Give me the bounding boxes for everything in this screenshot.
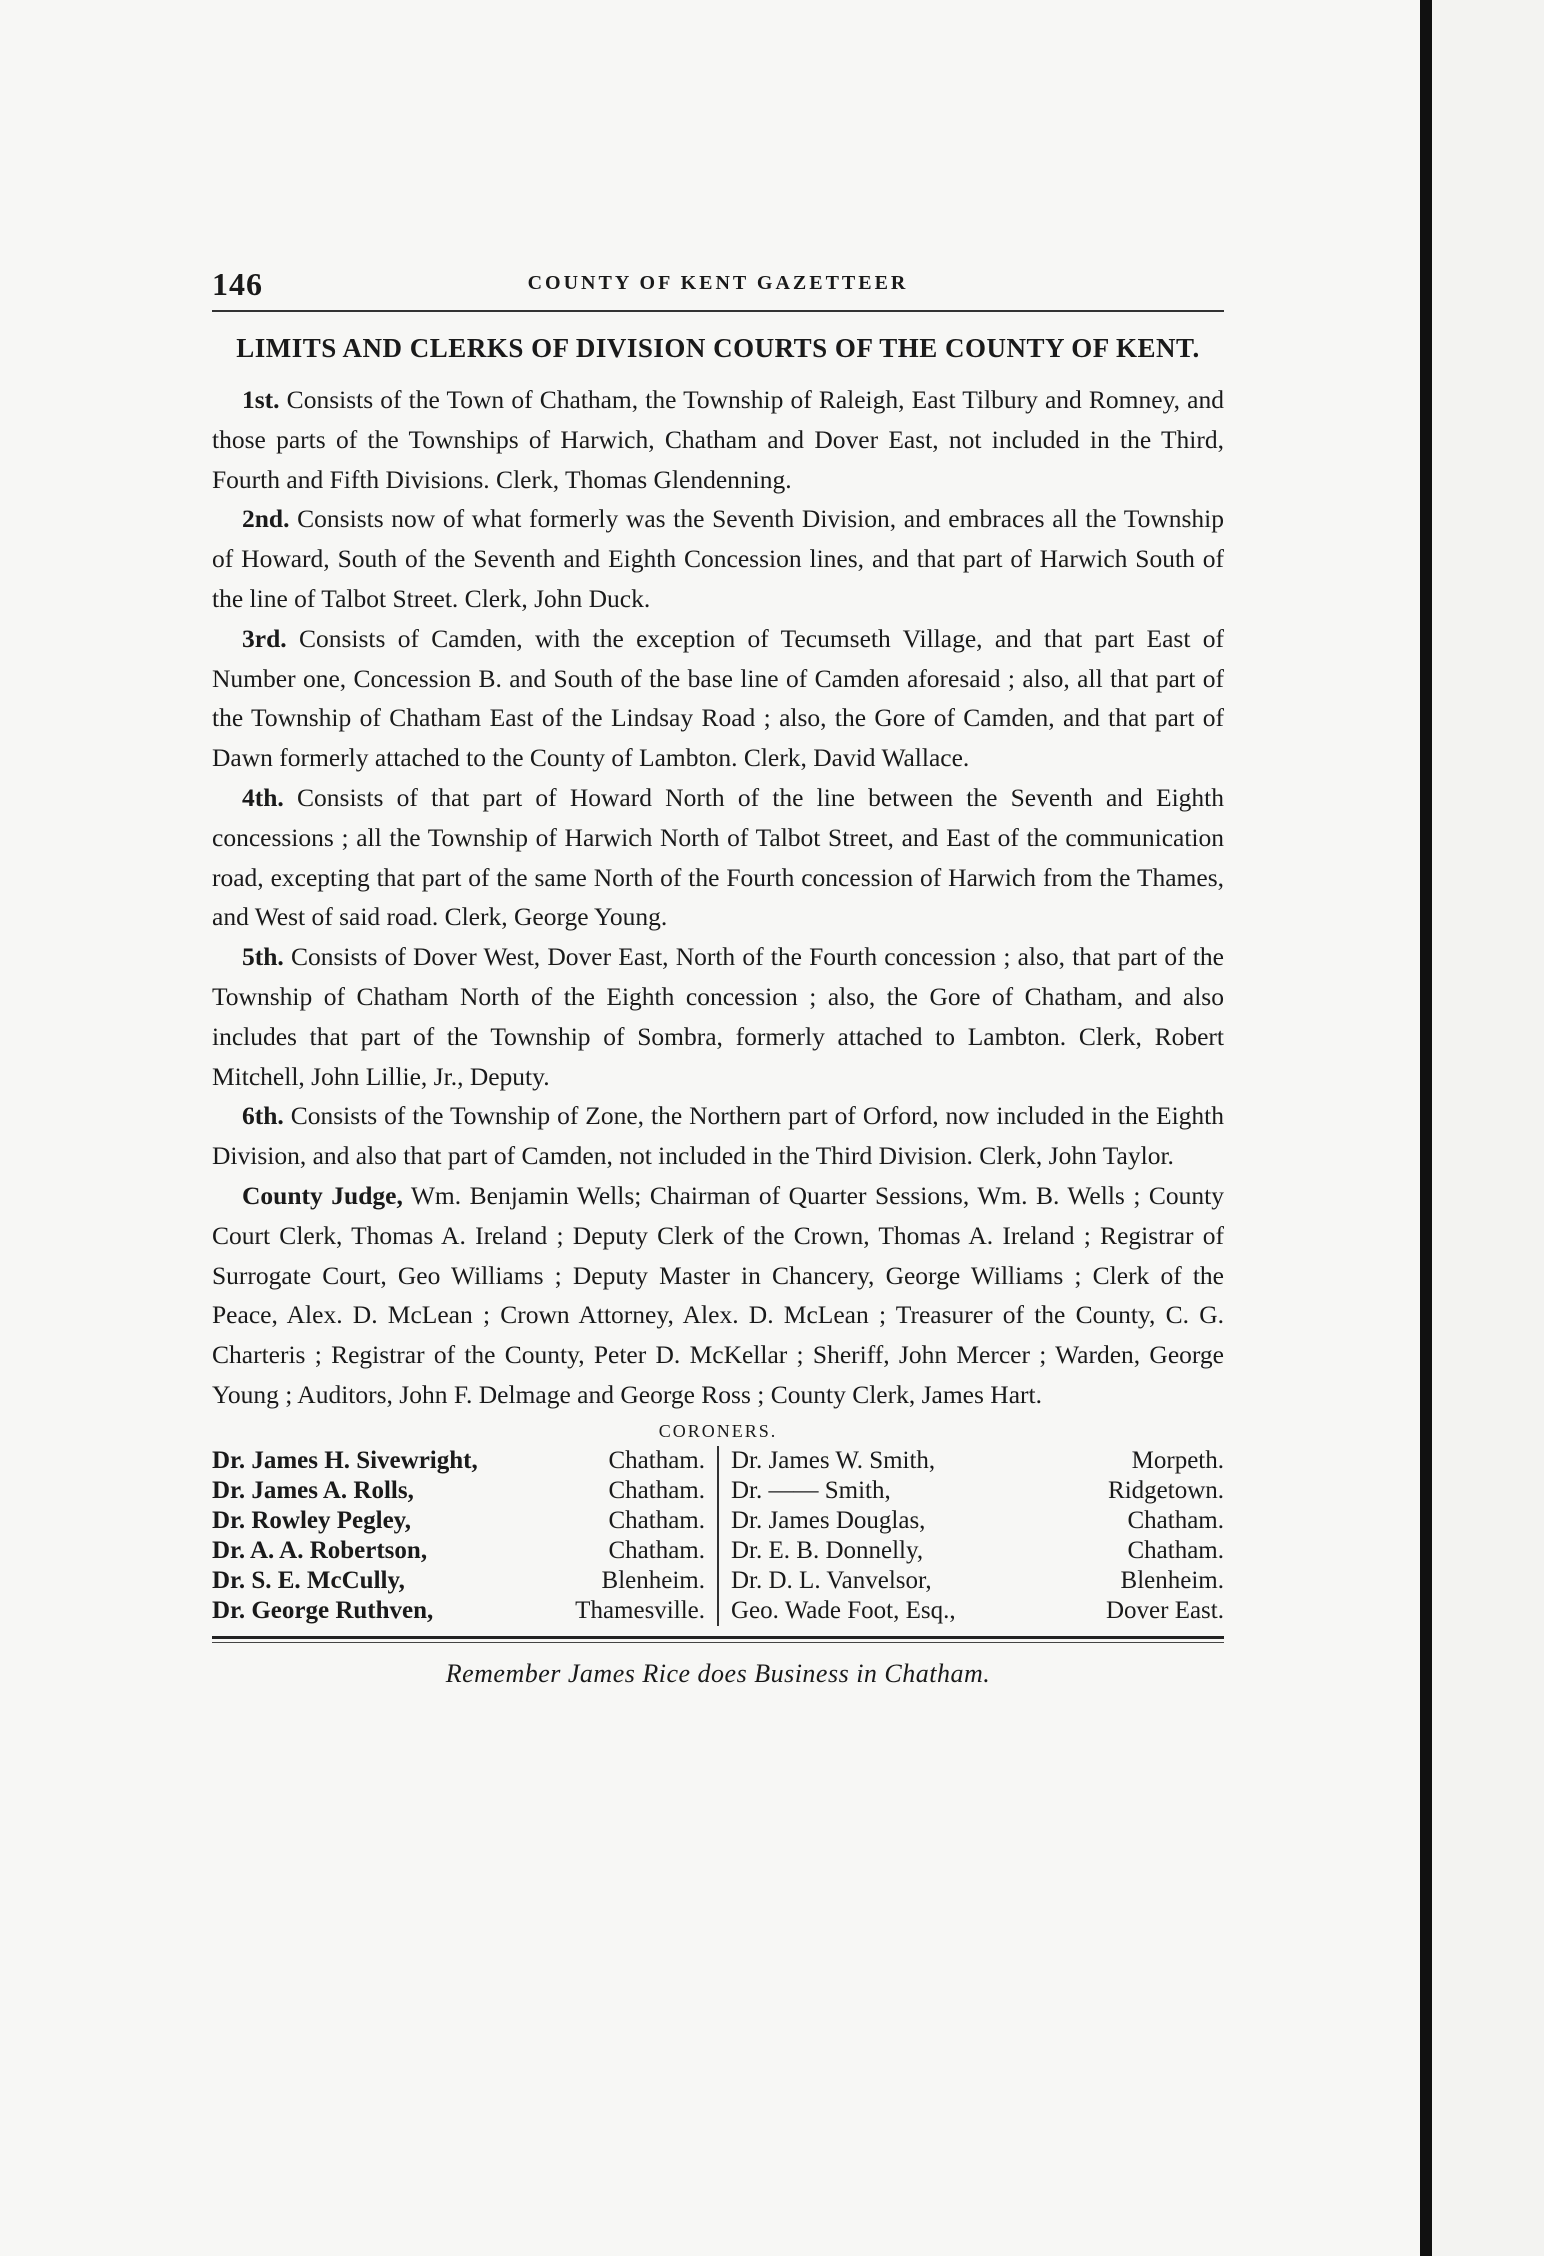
coroner-place: Chatham. (1127, 1506, 1224, 1534)
coroner-name: Dr. S. E. McCully, (212, 1566, 405, 1594)
running-head: COUNTY OF KENT GAZETTEER (527, 272, 909, 294)
coroner-name: Dr. D. L. Vanvelsor, (731, 1566, 932, 1594)
coroner-row (212, 1506, 705, 1536)
coroner-place: Ridgetown. (1108, 1476, 1224, 1504)
coroner-row (731, 1536, 1224, 1566)
coroner-name: Dr. A. A. Robertson, (212, 1536, 428, 1564)
paragraph-lead: 5th. (242, 942, 284, 972)
coroner-row (212, 1566, 705, 1596)
coroner-name: Dr. James W. Smith, (731, 1446, 936, 1474)
coroner-place: Chatham. (608, 1506, 705, 1534)
footer-rule (212, 1636, 1224, 1643)
paragraph-text: Consists of Camden, with the exception of Tecumseth Village, and that part East of Number one, Concession B. and South of the base line of Camden aforesaid ; also, all that part of the Township of Chatham East of the Lindsay Road ; also, the Gore of Camden, and that part of Dawn formerly attached to the County of Lambton. Clerk, David Wallace. (212, 623, 1224, 773)
coroner-row (731, 1506, 1224, 1536)
division-paragraph (212, 1096, 1224, 1176)
coroners-right-column (719, 1446, 1224, 1626)
coroner-row (212, 1476, 705, 1506)
coroner-name: Dr. E. B. Donnelly, (731, 1536, 924, 1564)
coroner-name: Geo. Wade Foot, Esq., (731, 1596, 956, 1624)
division-paragraph (212, 380, 1224, 499)
paragraph-lead: 4th. (242, 782, 284, 812)
coroner-name: Dr. James H. Sivewright, (212, 1446, 478, 1474)
coroners-left-column (212, 1446, 719, 1626)
coroner-name: Dr. George Ruthven, (212, 1596, 434, 1624)
officials-paragraph (212, 1176, 1224, 1415)
paragraph-lead: 1st. (242, 385, 280, 414)
page-header (212, 266, 1224, 302)
page-gutter (1420, 0, 1432, 2256)
coroner-place: Dover East. (1105, 1596, 1224, 1624)
paragraph-text: Consists now of what formerly was the Seventh Division, and embraces all the Township of Howard, South of the Seventh and Eighth Concession lines, and that part of Harwich South of the line of Talbot Street. Clerk, John Duck. (212, 504, 1224, 613)
coroner-row (212, 1596, 705, 1626)
coroner-place: Chatham. (1127, 1536, 1224, 1564)
coroner-place: Chatham. (608, 1536, 705, 1564)
header-rule (212, 310, 1224, 312)
coroner-row (731, 1446, 1224, 1476)
coroner-row (212, 1536, 705, 1566)
page-number: 146 (212, 266, 263, 302)
paragraph-lead: 3rd. (242, 623, 287, 653)
coroner-name: Dr. James Douglas, (731, 1506, 926, 1534)
coroner-name: Dr. James A. Rolls, (212, 1476, 414, 1504)
paragraph-text: Consists of Dover West, Dover East, North of the Fourth concession ; also, that part of the Township of Chatham North of the Eighth concession ; also, the Gore of Chatham, and also includes that part of the Township of Sombra, formerly attached to Lambton. Clerk, Robert Mitchell, John Lillie, Jr., Deputy. (212, 942, 1224, 1091)
section-title: LIMITS AND CLERKS OF DIVISION COURTS OF THE COUNTY OF KENT. (236, 333, 1200, 363)
paragraph-text: Consists of the Township of Zone, the Northern part of Orford, now included in the Eighth Division, and also that part of Camden, not included in the Third Division. Clerk, John Taylor. (212, 1101, 1224, 1171)
adjacent-page-edge (1432, 0, 1544, 2256)
paragraph-lead: 6th. (242, 1101, 284, 1131)
coroner-row (212, 1446, 705, 1476)
division-list (212, 380, 1224, 1415)
coroner-row (731, 1566, 1224, 1596)
coroner-place: Thamesville. (575, 1596, 705, 1624)
coroner-place: Blenheim. (601, 1566, 705, 1594)
paragraph-lead: 2nd. (242, 504, 290, 534)
division-paragraph (212, 499, 1224, 618)
coroners-table (212, 1446, 1224, 1626)
coroner-place: Chatham. (608, 1476, 705, 1504)
paragraph-text: Wm. Benjamin Wells; Chairman of Quarter Sessions, Wm. B. Wells ; County Court Clerk, Thomas A. Ireland ; Deputy Clerk of the Crown, Thomas A. Ireland ; Registrar of Surrogate Court, Geo Williams ; Deputy Master in Chancery, George Williams ; Clerk of the Peace, Alex. D. McLean ; Crown Attorney, Alex. D. McLean ; Treasurer of the County, C. G. Charteris ; Registrar of the County, Peter D. McKellar ; Sheriff, John Mercer ; Warden, George Young ; Auditors, John F. Delmage and George Ross ; County Clerk, James Hart. (212, 1180, 1225, 1409)
coroner-place: Blenheim. (1120, 1566, 1224, 1594)
division-paragraph (212, 619, 1224, 778)
paragraph-text: Consists of the Town of Chatham, the Township of Raleigh, East Tilbury and Romney, and those parts of the Townships of Harwich, Chatham and Dover East, not included in the Third, Fourth and Fifth Divisions. Clerk, Thomas Glendenning. (212, 385, 1224, 494)
coroner-place: Chatham. (608, 1446, 705, 1474)
paragraph-lead: County Judge, (242, 1180, 403, 1210)
coroner-name: Dr. —— Smith, (731, 1476, 891, 1504)
coroners-heading: CORONERS. (658, 1420, 778, 1441)
coroner-place: Morpeth. (1131, 1446, 1224, 1474)
advertisement-line: Remember James Rice does Business in Chatham. (445, 1658, 991, 1688)
paragraph-text: Consists of that part of Howard North of the line between the Seventh and Eighth concessions ; all the Township of Harwich North of Talbot Street, and East of the communication road, excepting that part of the same North of the Fourth concession of Harwich from the Thames, and West of said road. Clerk, George Young. (212, 782, 1224, 932)
coroner-row (731, 1476, 1224, 1506)
coroner-name: Dr. Rowley Pegley, (212, 1506, 412, 1534)
page-content (212, 266, 1224, 1689)
coroner-row (731, 1596, 1224, 1626)
division-paragraph (212, 937, 1224, 1096)
division-paragraph (212, 778, 1224, 937)
